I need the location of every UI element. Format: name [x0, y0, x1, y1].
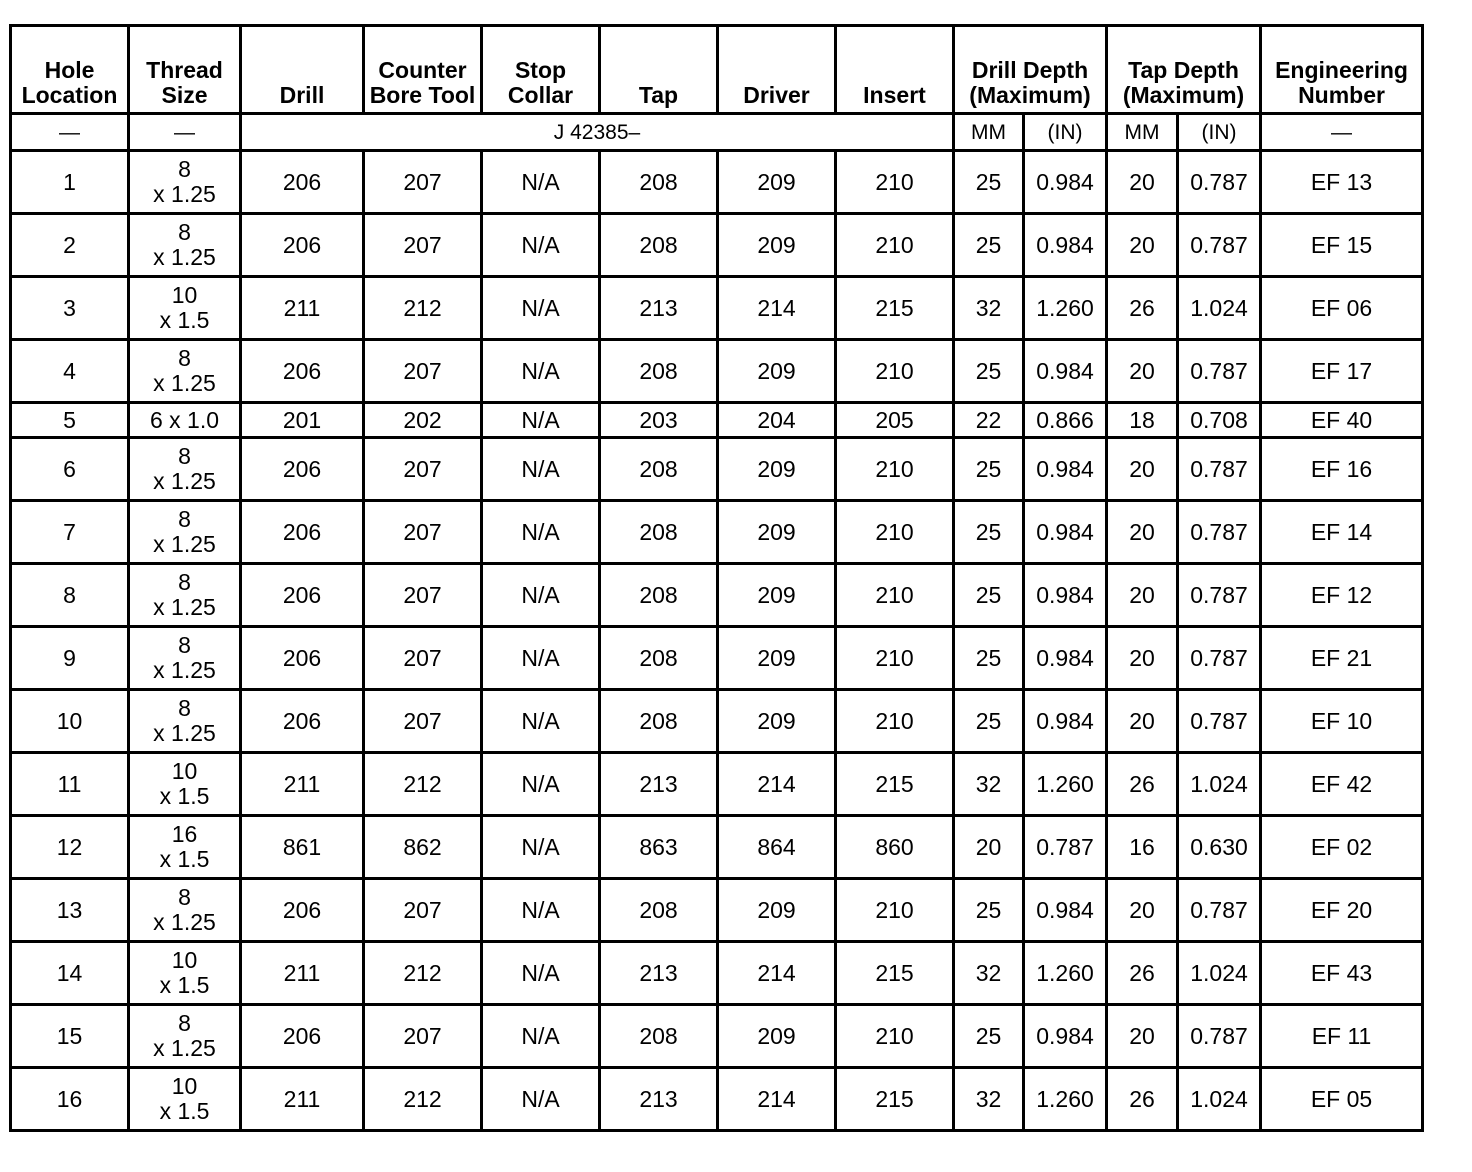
drill-depth-in-cell: 1.260 — [1024, 1068, 1107, 1131]
engineering-number-cell: EF 05 — [1261, 1068, 1423, 1131]
drill-depth-mm-cell: 25 — [954, 151, 1024, 214]
tap-depth-in-cell: 0.787 — [1178, 1005, 1261, 1068]
table-row — [11, 277, 1423, 340]
table-row — [11, 879, 1423, 942]
thread-size-cell — [129, 151, 241, 214]
thread-size-diameter: 10 — [171, 947, 198, 973]
hole-location-cell: 15 — [11, 1005, 129, 1068]
thread-size-cell — [129, 690, 241, 753]
engineering-number-cell: EF 02 — [1261, 816, 1423, 879]
tap-depth-mm-cell: 20 — [1107, 151, 1178, 214]
tap-depth-in-cell: 0.787 — [1178, 501, 1261, 564]
stop-collar-cell: N/A — [482, 816, 600, 879]
drill-depth-in-cell: 0.984 — [1024, 151, 1107, 214]
tap-depth-mm-cell: 26 — [1107, 942, 1178, 1005]
stop-collar-cell: N/A — [482, 564, 600, 627]
hole-location-cell: 4 — [11, 340, 129, 403]
stop-collar-cell: N/A — [482, 1068, 600, 1131]
hole-location-cell: 2 — [11, 214, 129, 277]
thread-size-diameter: 16 — [171, 821, 198, 847]
thread-size-diameter: 8 — [178, 569, 191, 595]
thread-size-diameter: 10 — [171, 1073, 198, 1099]
table-row — [11, 340, 1423, 403]
tap-cell: 213 — [600, 942, 718, 1005]
drill-depth-in-cell: 0.984 — [1024, 564, 1107, 627]
drill-depth-in-cell: 0.787 — [1024, 816, 1107, 879]
insert-cell: 210 — [836, 151, 954, 214]
hole-location-cell: 7 — [11, 501, 129, 564]
tap-depth-in-cell: 0.787 — [1178, 564, 1261, 627]
thread-size-pitch: x 1.25 — [153, 720, 216, 746]
header-row — [11, 26, 1423, 114]
table-row — [11, 1005, 1423, 1068]
subheader-hole-dash: — — [11, 114, 129, 151]
thread-size-pitch: x 1.25 — [153, 468, 216, 494]
thread-size-pitch: x 1.5 — [159, 972, 210, 998]
subheader-thread-dash: — — [129, 114, 241, 151]
driver-cell: 214 — [718, 1068, 836, 1131]
tap-depth-mm-cell: 20 — [1107, 214, 1178, 277]
drill-cell: 206 — [241, 340, 364, 403]
drill-cell: 206 — [241, 151, 364, 214]
tap-depth-mm-cell: 26 — [1107, 277, 1178, 340]
drill-depth-in-cell: 1.260 — [1024, 753, 1107, 816]
engineering-number-cell: EF 14 — [1261, 501, 1423, 564]
driver-cell: 209 — [718, 151, 836, 214]
thread-size-pitch: x 1.25 — [153, 594, 216, 620]
drill-depth-mm-cell: 32 — [954, 942, 1024, 1005]
tap-depth-in-cell: 0.630 — [1178, 816, 1261, 879]
insert-cell: 215 — [836, 753, 954, 816]
thread-size-cell — [129, 879, 241, 942]
thread-size-diameter: 8 — [178, 219, 191, 245]
drill-depth-in-cell: 0.984 — [1024, 438, 1107, 501]
insert-cell: 860 — [836, 816, 954, 879]
table-row — [11, 438, 1423, 501]
counter-bore-cell: 207 — [364, 214, 482, 277]
drill-depth-in-cell: 0.984 — [1024, 214, 1107, 277]
thread-size-cell — [129, 753, 241, 816]
table-row — [11, 214, 1423, 277]
tap-depth-in-cell: 0.787 — [1178, 438, 1261, 501]
table-row — [11, 151, 1423, 214]
tap-cell: 213 — [600, 753, 718, 816]
insert-cell: 215 — [836, 942, 954, 1005]
header-driver: Driver — [718, 26, 836, 114]
thread-size-diameter: 8 — [178, 632, 191, 658]
drill-cell: 861 — [241, 816, 364, 879]
header-thread-size: Thread Size — [129, 26, 241, 114]
tap-depth-in-cell: 1.024 — [1178, 942, 1261, 1005]
counter-bore-cell: 212 — [364, 1068, 482, 1131]
tap-depth-mm-cell: 20 — [1107, 690, 1178, 753]
table-row — [11, 627, 1423, 690]
insert-cell: 215 — [836, 1068, 954, 1131]
drill-depth-mm-cell: 32 — [954, 1068, 1024, 1131]
hole-location-cell: 11 — [11, 753, 129, 816]
drill-cell: 201 — [241, 403, 364, 438]
table-row — [11, 942, 1423, 1005]
subheader-drill-mm: MM — [954, 114, 1024, 151]
tap-depth-in-cell: 1.024 — [1178, 753, 1261, 816]
tap-depth-in-cell: 0.787 — [1178, 879, 1261, 942]
drill-depth-mm-cell: 22 — [954, 403, 1024, 438]
insert-cell: 205 — [836, 403, 954, 438]
table-row — [11, 690, 1423, 753]
counter-bore-cell: 207 — [364, 438, 482, 501]
stop-collar-cell: N/A — [482, 403, 600, 438]
tap-depth-in-cell: 0.787 — [1178, 214, 1261, 277]
hole-location-cell: 3 — [11, 277, 129, 340]
subheader-tap-in: (IN) — [1178, 114, 1261, 151]
insert-cell: 210 — [836, 1005, 954, 1068]
driver-cell: 209 — [718, 1005, 836, 1068]
table-row — [11, 1068, 1423, 1131]
thread-size-pitch: x 1.25 — [153, 531, 216, 557]
driver-cell: 204 — [718, 403, 836, 438]
hole-location-cell: 8 — [11, 564, 129, 627]
drill-depth-mm-cell: 25 — [954, 627, 1024, 690]
counter-bore-cell: 207 — [364, 627, 482, 690]
counter-bore-cell: 862 — [364, 816, 482, 879]
driver-cell: 209 — [718, 214, 836, 277]
driver-cell: 209 — [718, 627, 836, 690]
thread-size-pitch: x 1.25 — [153, 657, 216, 683]
table-row — [11, 753, 1423, 816]
tap-depth-mm-cell: 20 — [1107, 340, 1178, 403]
insert-cell: 210 — [836, 564, 954, 627]
stop-collar-cell: N/A — [482, 277, 600, 340]
counter-bore-cell: 212 — [364, 277, 482, 340]
stop-collar-cell: N/A — [482, 627, 600, 690]
tap-depth-mm-cell: 20 — [1107, 1005, 1178, 1068]
tap-depth-in-cell: 0.787 — [1178, 627, 1261, 690]
thread-size-cell — [129, 942, 241, 1005]
tap-cell: 208 — [600, 690, 718, 753]
table-row — [11, 816, 1423, 879]
drill-depth-in-cell: 1.260 — [1024, 942, 1107, 1005]
driver-cell: 209 — [718, 690, 836, 753]
drill-depth-in-cell: 0.984 — [1024, 879, 1107, 942]
drill-depth-mm-cell: 32 — [954, 277, 1024, 340]
tap-depth-mm-cell: 18 — [1107, 403, 1178, 438]
stop-collar-cell: N/A — [482, 151, 600, 214]
tap-cell: 863 — [600, 816, 718, 879]
thread-size-diameter: 8 — [178, 156, 191, 182]
engineering-number-cell: EF 13 — [1261, 151, 1423, 214]
tap-cell: 208 — [600, 501, 718, 564]
counter-bore-cell: 207 — [364, 1005, 482, 1068]
drill-depth-mm-cell: 32 — [954, 753, 1024, 816]
tap-depth-mm-cell: 26 — [1107, 753, 1178, 816]
driver-cell: 214 — [718, 277, 836, 340]
header-stop-collar: Stop Collar — [482, 26, 600, 114]
table-row — [11, 403, 1423, 438]
tap-cell: 208 — [600, 879, 718, 942]
thread-size-pitch: x 1.25 — [153, 909, 216, 935]
thread-size-diameter: 8 — [178, 695, 191, 721]
driver-cell: 864 — [718, 816, 836, 879]
drill-depth-in-cell: 0.984 — [1024, 501, 1107, 564]
stop-collar-cell: N/A — [482, 438, 600, 501]
driver-cell: 209 — [718, 564, 836, 627]
drill-cell: 206 — [241, 214, 364, 277]
drill-cell: 211 — [241, 753, 364, 816]
counter-bore-cell: 207 — [364, 564, 482, 627]
counter-bore-cell: 212 — [364, 753, 482, 816]
stop-collar-cell: N/A — [482, 340, 600, 403]
counter-bore-cell: 202 — [364, 403, 482, 438]
driver-cell: 214 — [718, 942, 836, 1005]
counter-bore-cell: 212 — [364, 942, 482, 1005]
tap-cell: 208 — [600, 564, 718, 627]
drill-depth-in-cell: 0.984 — [1024, 627, 1107, 690]
drill-depth-mm-cell: 25 — [954, 1005, 1024, 1068]
subheader-tool-prefix: J 42385– — [241, 114, 954, 151]
tap-depth-mm-cell: 20 — [1107, 627, 1178, 690]
tap-depth-mm-cell: 16 — [1107, 816, 1178, 879]
drill-depth-mm-cell: 25 — [954, 690, 1024, 753]
thread-size-diameter: 8 — [178, 506, 191, 532]
table-row — [11, 501, 1423, 564]
thread-size-pitch: x 1.25 — [153, 181, 216, 207]
engineering-number-cell: EF 10 — [1261, 690, 1423, 753]
stop-collar-cell: N/A — [482, 942, 600, 1005]
header-hole-location: Hole Location — [11, 26, 129, 114]
engineering-number-cell: EF 21 — [1261, 627, 1423, 690]
drill-depth-in-cell: 0.984 — [1024, 1005, 1107, 1068]
drill-depth-mm-cell: 25 — [954, 879, 1024, 942]
thread-size-pitch: x 1.25 — [153, 370, 216, 396]
tap-depth-in-cell: 1.024 — [1178, 1068, 1261, 1131]
drill-depth-in-cell: 0.866 — [1024, 403, 1107, 438]
tap-depth-in-cell: 0.787 — [1178, 340, 1261, 403]
counter-bore-cell: 207 — [364, 340, 482, 403]
tap-cell: 203 — [600, 403, 718, 438]
insert-cell: 210 — [836, 627, 954, 690]
insert-cell: 215 — [836, 277, 954, 340]
drill-depth-in-cell: 1.260 — [1024, 277, 1107, 340]
hole-location-cell: 12 — [11, 816, 129, 879]
drill-depth-in-cell: 0.984 — [1024, 690, 1107, 753]
thread-size-pitch: x 1.5 — [159, 783, 210, 809]
header-tap: Tap — [600, 26, 718, 114]
tap-depth-mm-cell: 20 — [1107, 564, 1178, 627]
insert-cell: 210 — [836, 340, 954, 403]
engineering-number-cell: EF 11 — [1261, 1005, 1423, 1068]
table-body — [11, 151, 1423, 1131]
tap-cell: 208 — [600, 151, 718, 214]
hole-location-cell: 16 — [11, 1068, 129, 1131]
thread-size-cell — [129, 438, 241, 501]
driver-cell: 209 — [718, 438, 836, 501]
stop-collar-cell: N/A — [482, 501, 600, 564]
tap-depth-mm-cell: 20 — [1107, 501, 1178, 564]
tap-depth-mm-cell: 26 — [1107, 1068, 1178, 1131]
hole-location-cell: 1 — [11, 151, 129, 214]
header-counter-bore-tool: Counter Bore Tool — [364, 26, 482, 114]
counter-bore-cell: 207 — [364, 501, 482, 564]
tap-depth-in-cell: 0.787 — [1178, 151, 1261, 214]
drill-cell: 211 — [241, 1068, 364, 1131]
counter-bore-cell: 207 — [364, 879, 482, 942]
engineering-number-cell: EF 17 — [1261, 340, 1423, 403]
thread-size-cell — [129, 277, 241, 340]
thread-size-cell — [129, 501, 241, 564]
driver-cell: 209 — [718, 340, 836, 403]
table-row — [11, 564, 1423, 627]
drill-cell: 206 — [241, 501, 364, 564]
drill-depth-mm-cell: 25 — [954, 438, 1024, 501]
engineering-number-cell: EF 16 — [1261, 438, 1423, 501]
subheader-tap-mm: MM — [1107, 114, 1178, 151]
hole-repair-spec-table — [9, 24, 1424, 1132]
header-engineering-number: Engineering Number — [1261, 26, 1423, 114]
thread-size-pitch: x 1.5 — [159, 846, 210, 872]
thread-size-cell — [129, 214, 241, 277]
drill-cell: 206 — [241, 564, 364, 627]
drill-depth-mm-cell: 25 — [954, 501, 1024, 564]
thread-size-cell — [129, 1068, 241, 1131]
stop-collar-cell: N/A — [482, 879, 600, 942]
drill-cell: 206 — [241, 627, 364, 690]
thread-size-cell — [129, 564, 241, 627]
hole-location-cell: 14 — [11, 942, 129, 1005]
tap-cell: 213 — [600, 277, 718, 340]
thread-size-pitch: x 1.5 — [159, 1098, 210, 1124]
tap-depth-mm-cell: 20 — [1107, 438, 1178, 501]
drill-cell: 206 — [241, 1005, 364, 1068]
header-tap-depth: Tap Depth (Maximum) — [1107, 26, 1261, 114]
thread-size-pitch: x 1.5 — [159, 307, 210, 333]
drill-depth-mm-cell: 25 — [954, 214, 1024, 277]
drill-depth-mm-cell: 25 — [954, 340, 1024, 403]
tap-cell: 208 — [600, 340, 718, 403]
engineering-number-cell: EF 42 — [1261, 753, 1423, 816]
thread-size-diameter: 10 — [171, 282, 198, 308]
engineering-number-cell: EF 43 — [1261, 942, 1423, 1005]
drill-depth-mm-cell: 20 — [954, 816, 1024, 879]
subheader-eng-dash: — — [1261, 114, 1423, 151]
drill-cell: 211 — [241, 942, 364, 1005]
tap-cell: 208 — [600, 1005, 718, 1068]
counter-bore-cell: 207 — [364, 151, 482, 214]
driver-cell: 214 — [718, 753, 836, 816]
tap-depth-in-cell: 0.708 — [1178, 403, 1261, 438]
insert-cell: 210 — [836, 501, 954, 564]
engineering-number-cell: EF 15 — [1261, 214, 1423, 277]
thread-size-cell — [129, 340, 241, 403]
thread-size-cell — [129, 627, 241, 690]
insert-cell: 210 — [836, 690, 954, 753]
thread-size-diameter: 10 — [171, 758, 198, 784]
thread-size-cell — [129, 816, 241, 879]
thread-size-cell — [129, 403, 241, 438]
subheader-row — [11, 114, 1423, 151]
stop-collar-cell: N/A — [482, 690, 600, 753]
thread-size-diameter: 8 — [178, 443, 191, 469]
subheader-drill-in: (IN) — [1024, 114, 1107, 151]
drill-cell: 206 — [241, 690, 364, 753]
insert-cell: 210 — [836, 438, 954, 501]
hole-location-cell: 6 — [11, 438, 129, 501]
tap-cell: 208 — [600, 438, 718, 501]
stop-collar-cell: N/A — [482, 753, 600, 816]
driver-cell: 209 — [718, 501, 836, 564]
engineering-number-cell: EF 40 — [1261, 403, 1423, 438]
tap-depth-mm-cell: 20 — [1107, 879, 1178, 942]
thread-size-cell — [129, 1005, 241, 1068]
drill-depth-in-cell: 0.984 — [1024, 340, 1107, 403]
drill-cell: 206 — [241, 438, 364, 501]
hole-location-cell: 10 — [11, 690, 129, 753]
insert-cell: 210 — [836, 879, 954, 942]
counter-bore-cell: 207 — [364, 690, 482, 753]
header-insert: Insert — [836, 26, 954, 114]
tap-depth-in-cell: 1.024 — [1178, 277, 1261, 340]
header-drill: Drill — [241, 26, 364, 114]
drill-cell: 211 — [241, 277, 364, 340]
hole-location-cell: 9 — [11, 627, 129, 690]
engineering-number-cell: EF 12 — [1261, 564, 1423, 627]
tap-cell: 213 — [600, 1068, 718, 1131]
stop-collar-cell: N/A — [482, 214, 600, 277]
thread-size-diameter: 6 x 1.0 — [149, 406, 220, 433]
thread-size-diameter: 8 — [178, 884, 191, 910]
tap-depth-in-cell: 0.787 — [1178, 690, 1261, 753]
thread-size-diameter: 8 — [178, 345, 191, 371]
thread-size-pitch: x 1.25 — [153, 1035, 216, 1061]
driver-cell: 209 — [718, 879, 836, 942]
stop-collar-cell: N/A — [482, 1005, 600, 1068]
tap-cell: 208 — [600, 214, 718, 277]
hole-location-cell: 13 — [11, 879, 129, 942]
engineering-number-cell: EF 20 — [1261, 879, 1423, 942]
insert-cell: 210 — [836, 214, 954, 277]
thread-size-diameter: 8 — [178, 1010, 191, 1036]
tap-cell: 208 — [600, 627, 718, 690]
hole-location-cell: 5 — [11, 403, 129, 438]
header-drill-depth: Drill Depth (Maximum) — [954, 26, 1107, 114]
drill-depth-mm-cell: 25 — [954, 564, 1024, 627]
drill-cell: 206 — [241, 879, 364, 942]
thread-size-pitch: x 1.25 — [153, 244, 216, 270]
engineering-number-cell: EF 06 — [1261, 277, 1423, 340]
